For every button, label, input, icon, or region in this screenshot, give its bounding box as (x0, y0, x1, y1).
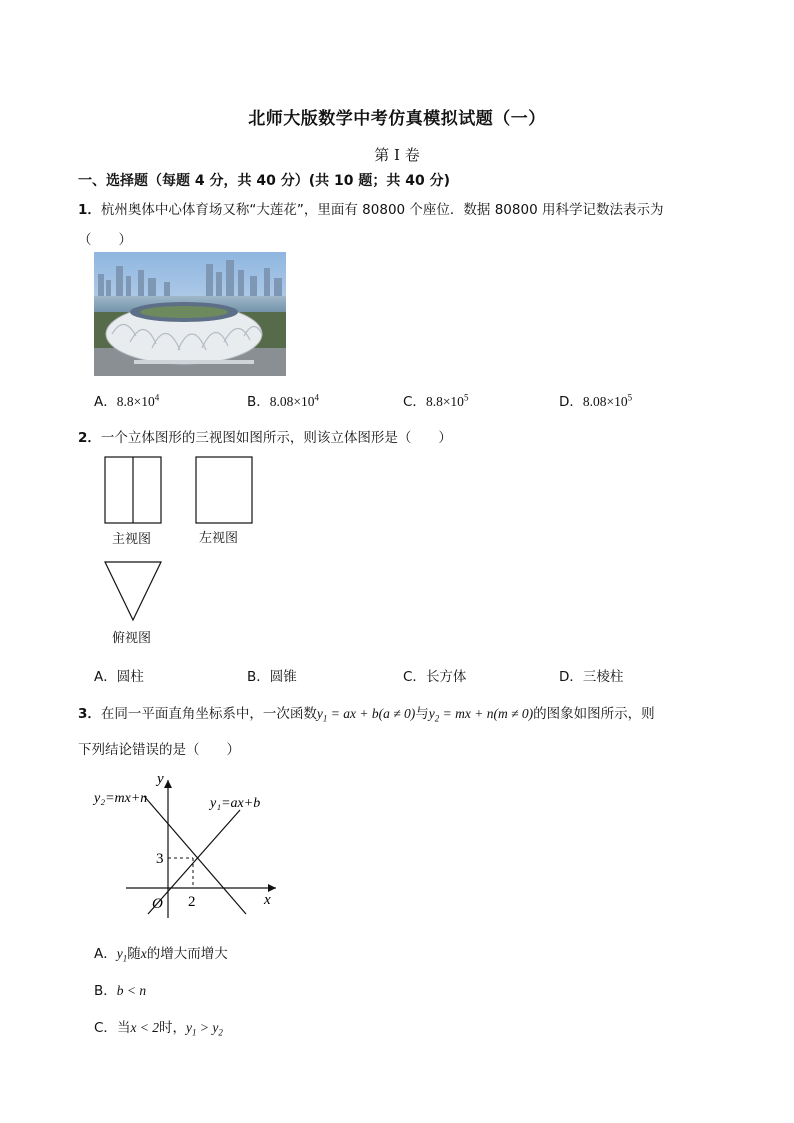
question-number: 3． (78, 706, 101, 722)
question-3-line2: 下列结论错误的是（ ） (78, 742, 240, 758)
front-view-label: 主视图 (112, 532, 152, 547)
origin-label: O (152, 896, 163, 912)
question-2 (78, 426, 452, 446)
option-b[interactable]: B．b < n (94, 983, 147, 999)
option-a[interactable]: A．$y_1$随x的增大而增大 (94, 946, 228, 964)
formula-y1: $y_1$ = ax + b(a ≠ 0) (316, 706, 416, 724)
x-axis-label: x (264, 892, 271, 908)
option-b[interactable]: B．$8.08\times 10^4$ (247, 392, 320, 410)
question-1-paren: （ ） (78, 232, 132, 248)
option-d[interactable]: D．$8.08\times 10^5$ (559, 392, 633, 410)
question-text: 杭州奥体中心体育场又称“大莲花”，里面有 80800 个座位．数据 80800 用科学记数法表示为 (100, 202, 664, 218)
volume-label: 第 I 卷 (374, 146, 420, 164)
option-c[interactable]: C．$8.8\times 10^5$ (403, 392, 469, 410)
left-view-shape (196, 457, 252, 523)
tick-y-label: 3 (156, 851, 164, 867)
question-number: 1． (78, 202, 101, 218)
x-axis-arrow (268, 884, 276, 892)
option-c[interactable]: C．长方体 (403, 669, 467, 685)
formula-y2: $y_2$ = mx + n(m ≠ 0) (428, 706, 534, 724)
option-a[interactable]: A．圆柱 (94, 669, 144, 685)
label-y2: y₂=mx+n (94, 791, 148, 806)
option-c[interactable]: C．当x < 2时，$y_1 > y_2$ (94, 1020, 223, 1038)
top-view-label: 俯视图 (112, 631, 152, 646)
page-title: 北师大版数学中考仿真模拟试题（一） (248, 109, 546, 129)
option-a[interactable]: A．$8.8\times 10^4$ (94, 392, 160, 410)
section-heading: 一、选择题（每题 4 分，共 40 分）(共 10 题；共 40 分) (78, 173, 450, 189)
question-text: 一个立体图形的三视图如图所示，则该立体图形是（ ） (100, 430, 452, 446)
option-d[interactable]: D．三棱柱 (559, 669, 624, 685)
function-graph (88, 768, 288, 918)
tick-x-label: 2 (188, 894, 196, 910)
option-b[interactable]: B．圆锥 (247, 669, 297, 685)
question-3: 3．在同一平面直角坐标系中，一次函数$y_1$ = ax + b(a ≠ 0)与$y_2$ = mx + n(m ≠ 0)的图象如图所示，则 (78, 706, 655, 724)
left-view-label: 左视图 (199, 531, 239, 546)
y-axis-label: y (157, 771, 164, 787)
top-view-shape (105, 562, 161, 620)
stadium-photo (94, 252, 286, 376)
label-y1: y₁=ax+b (210, 796, 261, 811)
question-1 (78, 198, 663, 218)
y-axis-arrow (164, 780, 172, 788)
question-number: 2． (78, 430, 101, 446)
